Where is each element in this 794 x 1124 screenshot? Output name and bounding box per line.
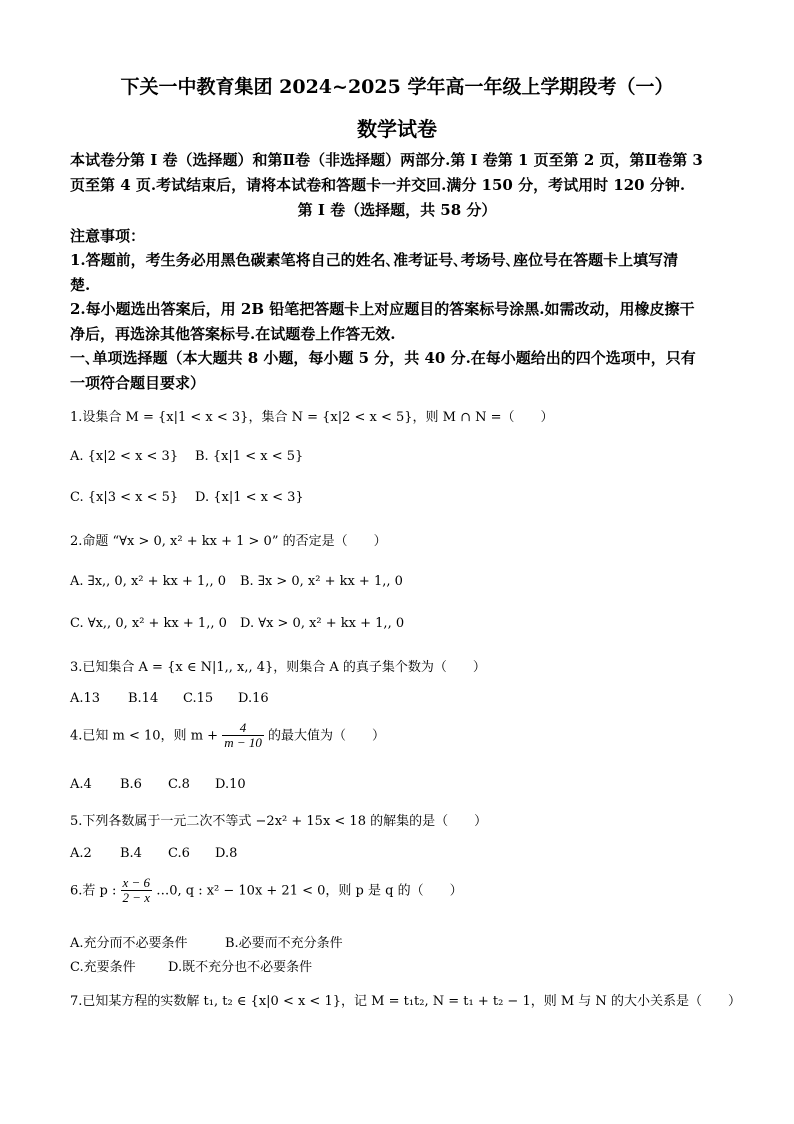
question-6-option-d: D.既不充分也不必要条件 xyxy=(168,960,313,975)
question-2-option-b: B. ∃x > 0, x² + kx + 1,, 0 xyxy=(240,574,403,589)
question-4-option-a: A.4 xyxy=(70,777,92,792)
question-3-option-b: B.14 xyxy=(128,691,159,706)
exam-subtitle: 数学试卷 xyxy=(357,117,437,141)
question-4-stem-post: 的最大值为（ ） xyxy=(268,728,386,744)
question-6-fraction-denominator: 2 − x xyxy=(122,890,151,906)
note-2-line-1: 2.每小题选出答案后，用 2B 铅笔把答题卡上对应题目的答案标号涂黑.如需改动，用橡皮擦干 xyxy=(70,300,695,318)
question-2-option-d: D. ∀x > 0, x² + kx + 1,, 0 xyxy=(240,616,405,631)
question-7-stem: 7.已知某方程的实数解 t₁, t₂ ∈ {x|0 < x < 1}，记 M = t₁t₂, N = t₁ + t₂ − 1，则 M 与 N 的大小关系是（ ） xyxy=(70,994,741,1009)
question-5-option-a: A.2 xyxy=(70,846,92,861)
question-1-option-d: D. {x|1 < x < 3} xyxy=(195,490,304,505)
note-1-line-1: 1.答题前，考生务必用黑色碳素笔将自己的姓名､准考证号､考场号､座位号在答题卡上填写清 xyxy=(70,251,679,269)
question-3-option-a: A.13 xyxy=(70,691,101,706)
question-1-option-c: C. {x|3 < x < 5} xyxy=(70,490,179,505)
question-3-option-c: C.15 xyxy=(183,691,214,706)
question-1-option-a: A. {x|2 < x < 3} xyxy=(70,449,179,464)
part1-line-1: 一､单项选择题（本大题共 8 小题，每小题 5 分，共 40 分.在每小题给出的四个选项中，只有 xyxy=(70,349,696,367)
intro-line-2: 页至第 4 页.考试结束后，请将本试卷和答题卡一并交回.满分 150 分，考试用时 120 分钟. xyxy=(70,176,686,194)
question-4-fraction-denominator: m − 10 xyxy=(224,735,262,751)
question-6-option-b: B.必要而不充分条件 xyxy=(225,936,343,951)
question-6-option-c: C.充要条件 xyxy=(70,960,136,975)
note-2-line-2: 净后，再选涂其他答案标号.在试题卷上作答无效. xyxy=(70,325,396,343)
note-1-line-2: 楚. xyxy=(70,276,91,294)
question-5-option-c: C.6 xyxy=(168,846,190,861)
question-6-fraction xyxy=(121,876,153,906)
question-4-option-d: D.10 xyxy=(215,777,246,792)
section-title: 第 I 卷（选择题，共 58 分） xyxy=(297,201,497,219)
question-4-fraction-numerator: 4 xyxy=(222,721,264,736)
question-6-stem-pre: 6.若 p : xyxy=(70,883,117,899)
question-5-stem: 5.下列各数属于一元二次不等式 −2x² + 15x < 18 的解集的是（ ） xyxy=(70,814,488,829)
question-5-option-d: D.8 xyxy=(215,846,238,861)
question-4-stem-pre: 4.已知 m < 10，则 m + xyxy=(70,728,219,744)
question-4-fraction xyxy=(222,721,264,751)
question-4-option-b: B.6 xyxy=(120,777,142,792)
question-4-stem xyxy=(70,721,385,751)
question-6-stem-post: …0, q : x² − 10x + 21 < 0，则 p 是 q 的（ ） xyxy=(156,883,463,899)
question-4-option-c: C.8 xyxy=(168,777,190,792)
question-5-option-b: B.4 xyxy=(120,846,142,861)
question-1-option-b: B. {x|1 < x < 5} xyxy=(195,449,304,464)
question-2-option-a: A. ∃x,, 0, x² + kx + 1,, 0 xyxy=(70,574,226,589)
intro-line-1: 本试卷分第 I 卷（选择题）和第Ⅱ卷（非选择题）两部分.第 I 卷第 1 页至第 2 页，第Ⅱ卷第 3 xyxy=(70,151,703,169)
question-2-stem: 2.命题 “∀x > 0, x² + kx + 1 > 0” 的否定是（ ） xyxy=(70,534,387,549)
question-3-option-d: D.16 xyxy=(238,691,269,706)
question-6-stem xyxy=(70,876,463,906)
notes-heading: 注意事项： xyxy=(70,227,146,245)
question-6-fraction-numerator: x − 6 xyxy=(122,875,151,890)
part1-line-2: 一项符合题目要求） xyxy=(70,374,206,392)
question-2-option-c: C. ∀x,, 0, x² + kx + 1,, 0 xyxy=(70,616,227,631)
question-1-stem: 1.设集合 M = {x|1 < x < 3}，集合 N = {x|2 < x < 5}，则 M ∩ N =（ ） xyxy=(70,410,554,425)
question-3-stem: 3.已知集合 A = {x ∈ N|1,, x,, 4}，则集合 A 的真子集个数为（ ） xyxy=(70,660,486,675)
exam-title: 下关一中教育集团 2024~2025 学年高一年级上学期段考（一） xyxy=(120,76,674,98)
question-6-option-a: A.充分而不必要条件 xyxy=(70,936,188,951)
